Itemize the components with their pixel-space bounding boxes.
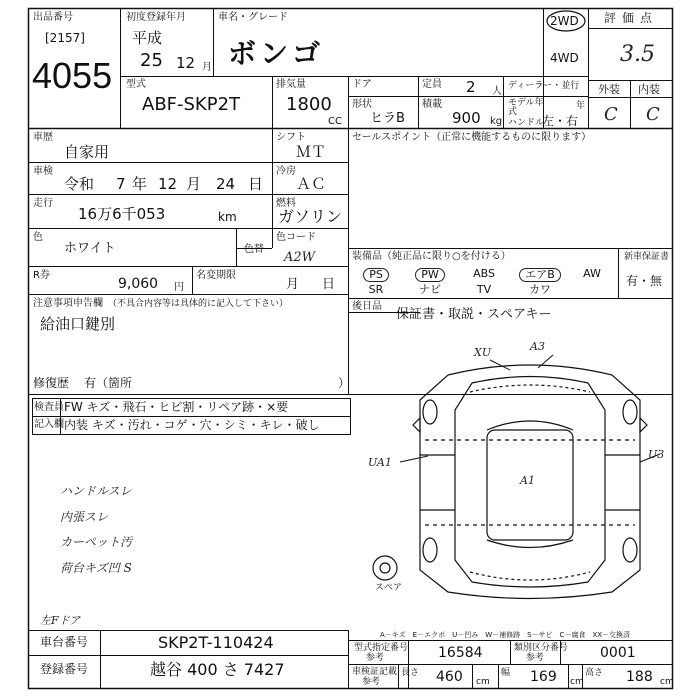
checker-label2: 記入欄 (34, 419, 64, 430)
color-code-label: 色コード (276, 232, 316, 243)
dims-length-label: 長さ (401, 668, 420, 678)
first-reg-label: 初度登録年月 (126, 12, 186, 23)
class-no-label: 類別区分番号 (514, 643, 569, 653)
first-reg-month-unit: 月 (202, 62, 212, 73)
load-label: 積載 (422, 99, 442, 110)
equip-pw: PW (406, 268, 454, 282)
load-value: 900 (452, 109, 481, 127)
dims-label: 車検証記載 (352, 667, 398, 677)
class-no-value: 0001 (600, 645, 636, 661)
color-swap-label: 色替 (244, 244, 264, 255)
after-value: 保証書・取説・スペアキー (396, 307, 552, 322)
inspection-era: 令和 (64, 175, 95, 193)
checker-line2: 内装 キズ・汚れ・コゲ・穴・シミ・キレ・破し (64, 418, 320, 432)
name-change-month: 月 (286, 277, 300, 292)
displacement-unit: CC (328, 116, 342, 127)
chassis-value: SKP2T-110424 (158, 633, 274, 652)
history-value: 自家用 (64, 143, 110, 161)
dims-width-unit: cm (570, 677, 584, 687)
hw-note-3: カーペット汚 (60, 535, 133, 549)
dims-height-unit: cm (660, 677, 674, 687)
fuel-label: 燃料 (276, 198, 296, 209)
equip-abs: ABS (473, 267, 495, 280)
notes-sublabel: （不具合内容等は具体的に記入して下さい） (108, 299, 289, 309)
color-label: 色 (33, 232, 43, 243)
dims-sub: 参考 (362, 677, 381, 687)
car-name: ボンゴ (228, 37, 325, 70)
shape-label: 形状 (352, 99, 372, 110)
repair-close: ） (338, 376, 351, 390)
ext-label: 外装 (598, 83, 620, 96)
notes-label: 注意事項申告欄 (33, 298, 103, 309)
model-year-mark: 年 (576, 101, 586, 111)
damage-legend: A－キズ E－エクボ U－凹み W－補修跡 S－サビ C－腐食 XX－交換済 (380, 631, 631, 639)
aircon-label: 冷房 (276, 166, 296, 177)
type-no-label: 型式指定番号 (354, 643, 409, 653)
dims-length: 460 (436, 669, 463, 685)
mileage-label: 走行 (33, 198, 53, 209)
inspection-day: 24 (216, 175, 236, 193)
repair-value: 有（箇所 (84, 376, 133, 390)
equip-leather: カワ (529, 283, 551, 296)
plate-value: 越谷 400 さ 7427 (150, 660, 285, 679)
after-label: 後日品 (352, 301, 382, 312)
lot-label: 出品番号 (33, 12, 73, 23)
fuel-value: ガソリン (278, 207, 343, 226)
recycle-unit: 円 (174, 282, 184, 293)
score-label: 評価点 (604, 11, 659, 25)
first-reg-era: 平成 (132, 29, 163, 47)
equip-aw: AW (583, 267, 601, 280)
handle-label: ハンドル (508, 118, 545, 128)
aircon-value: ＡＣ (296, 175, 327, 193)
history-label: 車歴 (33, 132, 53, 143)
equipment-label: 装備品（純正品に限り○を付ける） (352, 251, 511, 262)
equip-sr: SR (368, 283, 384, 296)
hw-door-note: 左Fドア (40, 614, 81, 627)
recycle-value: 9,060 (118, 276, 159, 292)
chassis-label: 車台番号 (40, 635, 89, 649)
hw-ua1: UA1 (368, 456, 392, 469)
inspection-month: 12 (158, 175, 178, 193)
capacity-unit: 人 (492, 86, 502, 97)
type-no-value: 16584 (438, 645, 483, 661)
lot-sub: [2157] (45, 31, 85, 45)
first-reg-month: 12 (176, 54, 196, 72)
equip-airbag: エアB (514, 268, 566, 282)
dims-length-unit: cm (476, 677, 490, 687)
checker-line1: FW キズ・飛石・ヒビ割・リペア跡・×要 (64, 400, 289, 414)
handle-value: 左・右 (542, 114, 579, 128)
first-reg-year: 25 (140, 50, 163, 71)
dims-height-label: 高さ (585, 668, 604, 678)
equip-ps: PS (352, 268, 400, 282)
equip-tv: TV (476, 283, 492, 296)
dealer-label: ディーラー・並行 (508, 81, 580, 91)
mileage-unit: km (218, 210, 237, 224)
spare-label: スペア (375, 583, 403, 593)
hw-a3: A3 (530, 340, 545, 353)
inspection-year: 7 (116, 175, 126, 193)
class-no-sub: 参考 (526, 653, 545, 663)
capacity-value: 2 (466, 78, 476, 96)
dims-width: 169 (530, 669, 557, 685)
car-damage-diagram (373, 355, 660, 599)
shift-value: ＭＴ (296, 143, 327, 161)
inspection-year-unit: 年 (132, 175, 148, 193)
doors-label: ドア (352, 79, 372, 90)
type-no-sub: 参考 (366, 653, 385, 663)
hw-u3: U3 (648, 448, 665, 461)
hw-note-1: ハンドルスレ (60, 484, 132, 498)
model-label: 型式 (126, 79, 146, 90)
model-value: ABF-SKP2T (142, 94, 241, 115)
model-year-label: モデル年式 (508, 98, 544, 117)
drive-4wd: 4WD (550, 51, 579, 65)
dims-height: 188 (626, 669, 653, 685)
hw-a1: A1 (520, 474, 535, 487)
mileage-value: 16万6千053 (78, 205, 166, 223)
displacement-value: 1800 (286, 94, 332, 115)
inspection-day-unit: 日 (248, 175, 264, 193)
ext-value: C (604, 104, 618, 125)
plate-label: 登録番号 (40, 662, 89, 676)
shape-value: ヒラB (370, 111, 405, 126)
sales-point-label: セールスポイント（正常に機能するものに限ります） (352, 132, 592, 143)
recycle-label: R券 (33, 270, 50, 281)
score-value: 3.5 (620, 42, 655, 67)
name-change-day: 日 (322, 277, 336, 292)
hw-note-2: 内張スレ (60, 510, 109, 524)
hw-note-4: 荷台キズ凹 S (60, 561, 132, 575)
warranty-value: 有・無 (626, 274, 663, 288)
hw-xu: XU (474, 346, 492, 359)
car-name-label: 車名・グレード (218, 12, 288, 23)
repair-label: 修復歴 (33, 376, 70, 390)
warranty-label: 新車保証書 (624, 252, 670, 262)
inspection-label: 車検 (33, 166, 53, 177)
drive-2wd: 2WD (550, 14, 579, 28)
checker-label1: 検査員 (34, 402, 64, 413)
color-value: ホワイト (64, 241, 116, 256)
dims-width-label: 幅 (501, 668, 511, 678)
lot-number: 4055 (32, 55, 113, 96)
inspection-month-unit: 月 (186, 175, 202, 193)
name-change-label: 名変期限 (196, 270, 236, 281)
int-value: C (646, 104, 660, 125)
int-label: 内装 (638, 83, 660, 96)
equip-navi: ナビ (419, 283, 441, 296)
load-unit: kg (490, 116, 503, 127)
notes-value: 給油口鍵別 (40, 315, 116, 333)
displacement-label: 排気量 (276, 79, 306, 90)
shift-label: シフト (276, 132, 306, 143)
color-code-value: A2W (284, 250, 316, 265)
capacity-label: 定員 (422, 79, 442, 90)
